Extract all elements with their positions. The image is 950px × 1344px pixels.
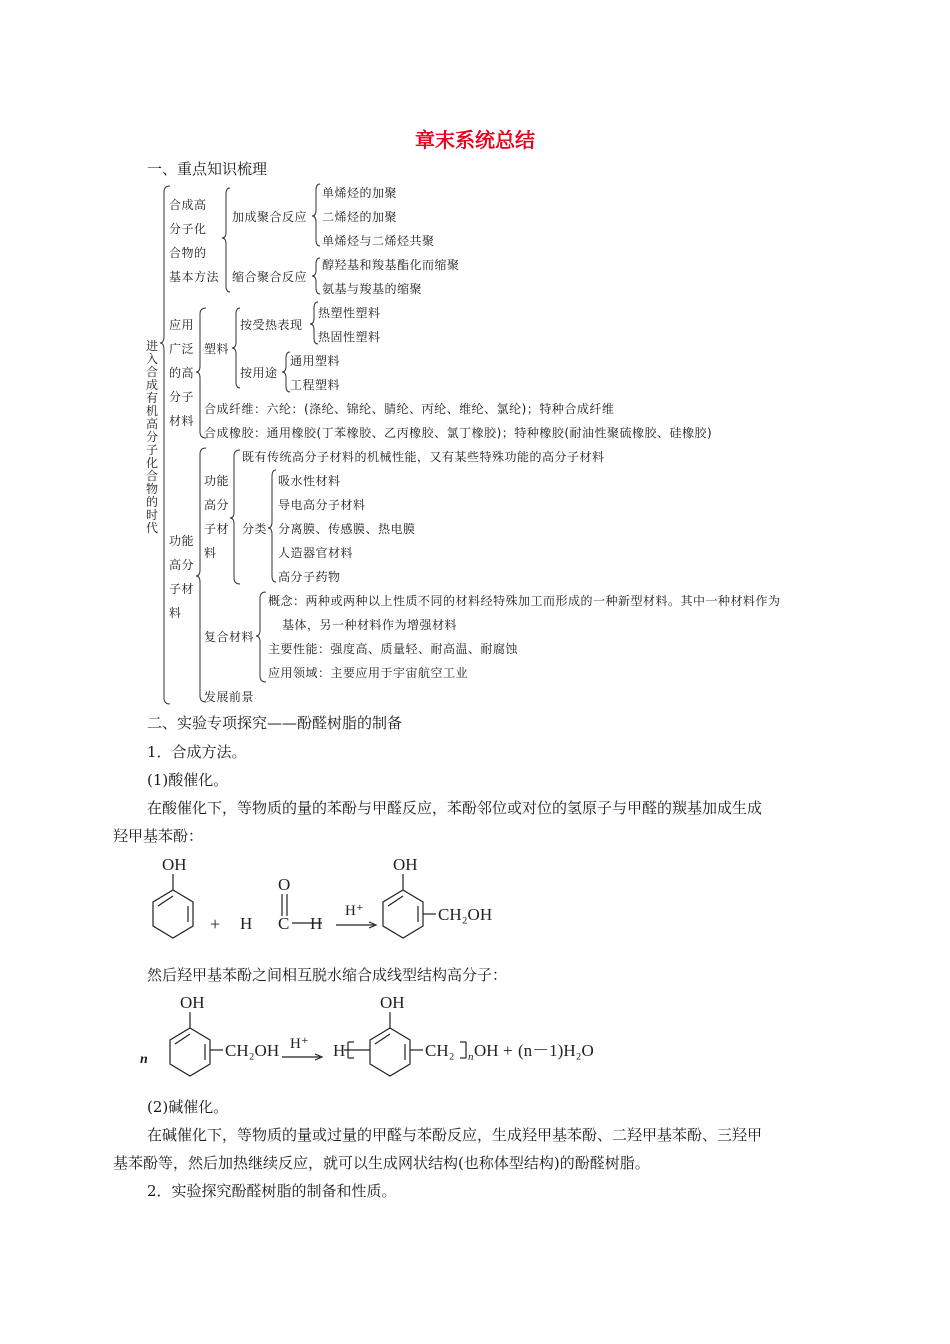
tree-wide-use-2: 广泛 bbox=[169, 342, 195, 356]
tree-composite: 复合材料 bbox=[204, 630, 255, 644]
base-heading: (2)碱催化。 bbox=[147, 1098, 229, 1116]
tree-func-inner-3: 子材 bbox=[204, 522, 230, 536]
tree-class-item: 高分子药物 bbox=[278, 570, 341, 584]
tree-add-item: 单烯烃与二烯烃共聚 bbox=[322, 234, 435, 248]
paragraph-3b: 基苯酚等，然后加热继续反应，就可以生成网状结构(也称体型结构)的酚醛树脂。 bbox=[113, 1154, 650, 1172]
tree-cond-item: 醇羟基和羧基酯化而缩聚 bbox=[322, 258, 460, 272]
paragraph-1a: 在酸催化下，等物质的量的苯酚与甲醛反应，苯酚邻位或对位的氢原子与甲醛的羰基加成生成 bbox=[147, 799, 763, 817]
tree-heat-item: 热塑性塑料 bbox=[318, 306, 381, 320]
tree-func-def: 既有传统高分子材料的机械性能，又有某些特殊功能的高分子材料 bbox=[242, 450, 605, 464]
tree-comp-concept-2: 基体，另一种材料作为增强材料 bbox=[282, 618, 458, 632]
paragraph-1b: 羟甲基苯酚： bbox=[113, 827, 204, 845]
item-2: 2．实验探究酚醛树脂的制备和性质。 bbox=[147, 1182, 397, 1200]
water-label: (n－1)H₂O bbox=[518, 1041, 594, 1060]
tree-by-use: 按用途 bbox=[240, 366, 278, 380]
tree-add-item: 二烯烃的加聚 bbox=[322, 210, 398, 224]
ch2oh-label: CH₂OH bbox=[438, 905, 493, 924]
tree-class-item: 导电高分子材料 bbox=[278, 498, 366, 512]
tree-heat-item: 热固性塑料 bbox=[318, 330, 381, 344]
acid-heading: (1)酸催化。 bbox=[147, 771, 229, 789]
tree-wide-use-5: 材料 bbox=[169, 414, 195, 428]
tree-wide-use-3: 的高 bbox=[169, 366, 195, 380]
tree-functional-4: 料 bbox=[169, 606, 182, 620]
o-label: O bbox=[278, 875, 291, 894]
tree-cond-item: 氨基与羧基的缩聚 bbox=[322, 282, 423, 296]
ch2oh-label: CH₂OH bbox=[225, 1041, 280, 1060]
tree-func-inner-4: 料 bbox=[204, 546, 217, 560]
section-heading-2: 二、实验专项探究——酚醛树脂的制备 bbox=[147, 714, 403, 732]
tree-synth-method-2: 分子化 bbox=[169, 222, 207, 236]
oh-label: OH bbox=[474, 1041, 499, 1060]
h-label: H bbox=[333, 1041, 346, 1060]
item-1: 1．合成方法。 bbox=[147, 743, 247, 761]
tree-class-item: 吸水性材料 bbox=[278, 474, 341, 488]
oh-label: OH bbox=[393, 855, 418, 874]
paragraph-2: 然后羟甲基苯酚之间相互脱水缩合成线型结构高分子： bbox=[147, 966, 508, 984]
tree-comp-concept-1: 概念：两种或两种以上性质不同的材料经特殊加工而形成的一种新型材料。其中一种材料作为 bbox=[268, 594, 781, 608]
c-label: C bbox=[278, 914, 290, 933]
section-heading-1: 一、重点知识梳理 bbox=[147, 160, 268, 178]
tree-comp-app: 应用领域：主要应用于宇宙航空工业 bbox=[268, 666, 469, 680]
catalyst-label: H⁺ bbox=[345, 903, 364, 919]
reaction-equation-1 bbox=[140, 850, 540, 960]
n-label: n bbox=[140, 1052, 148, 1067]
tree-by-heat: 按受热表现 bbox=[240, 318, 303, 332]
h-label: H bbox=[240, 914, 253, 933]
tree-add-item: 单烯烃的加聚 bbox=[322, 186, 398, 200]
oh-label: OH bbox=[180, 993, 205, 1012]
tree-root-label: 进入合成有机高分子化合物的时代 bbox=[146, 339, 159, 535]
page-title: 章末系统总结 bbox=[415, 128, 535, 152]
tree-addition: 加成聚合反应 bbox=[232, 210, 308, 224]
tree-plastics: 塑料 bbox=[204, 342, 230, 356]
oh-label: OH bbox=[380, 993, 405, 1012]
tree-use-item: 通用塑料 bbox=[290, 354, 341, 368]
reaction-equation-2 bbox=[130, 990, 620, 1094]
oh-label: OH bbox=[162, 855, 187, 874]
tree-class-item: 人造器官材料 bbox=[278, 546, 354, 560]
subscript-n: n bbox=[468, 1051, 474, 1063]
tree-functional-1: 功能 bbox=[169, 534, 195, 548]
tree-class-item: 分离膜、传感膜、热电膜 bbox=[278, 522, 416, 536]
tree-rubber: 合成橡胶：通用橡胶(丁苯橡胶、乙丙橡胶、氯丁橡胶)；特种橡胶(耐油性聚硫橡胶、硅橡胶) bbox=[204, 426, 713, 440]
tree-synth-method-3: 合物的 bbox=[169, 246, 207, 260]
catalyst-label: H⁺ bbox=[290, 1036, 309, 1052]
tree-fiber: 合成纤维：六纶：(涤纶、锦纶、腈纶、丙纶、维纶、氯纶)；特种合成纤维 bbox=[204, 402, 615, 416]
tree-func-inner-1: 功能 bbox=[204, 474, 230, 488]
tree-wide-use-4: 分子 bbox=[169, 390, 195, 404]
tree-synth-method-4: 基本方法 bbox=[169, 270, 220, 284]
ch2-label: CH₂ bbox=[425, 1041, 455, 1060]
tree-comp-props: 主要性能：强度高、质量轻、耐高温、耐腐蚀 bbox=[268, 642, 519, 656]
tree-use-item: 工程塑料 bbox=[290, 378, 341, 392]
tree-functional-3: 子材 bbox=[169, 582, 195, 596]
tree-wide-use-1: 应用 bbox=[169, 318, 195, 332]
tree-func-inner-2: 高分 bbox=[204, 498, 230, 512]
plus-sign: + bbox=[210, 914, 221, 934]
h-label: H bbox=[310, 914, 323, 933]
tree-prospect: 发展前景 bbox=[204, 690, 255, 704]
tree-functional-2: 高分 bbox=[169, 558, 195, 572]
paragraph-3a: 在碱催化下，等物质的量或过量的甲醛与苯酚反应，生成羟甲基苯酚、二羟甲基苯酚、三羟甲 bbox=[147, 1126, 763, 1144]
tree-classify: 分类 bbox=[242, 522, 268, 536]
tree-synth-method-1: 合成高 bbox=[169, 198, 207, 212]
plus-sign: + bbox=[503, 1041, 513, 1060]
tree-condensation: 缩合聚合反应 bbox=[232, 270, 308, 284]
